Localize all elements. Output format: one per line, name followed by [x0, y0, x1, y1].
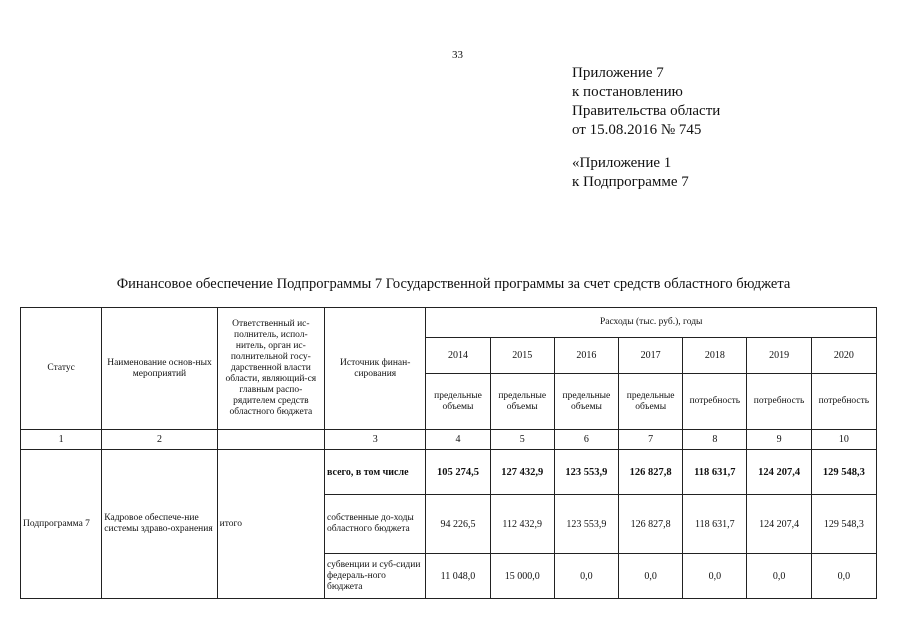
year-type-cell: потребность — [747, 374, 811, 430]
executor-cell: итого — [217, 450, 324, 599]
column-number: 9 — [747, 430, 811, 450]
source-cell: всего, в том числе — [325, 450, 426, 495]
year-type-cell: предельные объемы — [619, 374, 683, 430]
value-cell: 118 631,7 — [683, 450, 747, 495]
value-cell: 118 631,7 — [683, 495, 747, 554]
document-title: Финансовое обеспечение Подпрограммы 7 Государственной программы за счет средств областного бюджета — [116, 276, 791, 292]
column-number: 10 — [811, 430, 876, 450]
value-cell: 124 207,4 — [747, 495, 811, 554]
value-cell: 126 827,8 — [619, 450, 683, 495]
column-number: 4 — [426, 430, 490, 450]
header-expenses: Расходы (тыс. руб.), годы — [426, 308, 877, 338]
year-cell: 2020 — [811, 338, 876, 374]
year-type-cell: потребность — [811, 374, 876, 430]
page-number: 33 — [452, 49, 463, 61]
column-number: 1 — [21, 430, 102, 450]
value-cell: 11 048,0 — [426, 554, 490, 599]
value-cell: 129 548,3 — [811, 495, 876, 554]
year-cell: 2018 — [683, 338, 747, 374]
appendix-line: Правительства области — [572, 103, 721, 119]
value-cell: 123 553,9 — [554, 495, 618, 554]
source-cell: собственные до-ходы областного бюджета — [325, 495, 426, 554]
appendix-line: от 15.08.2016 № 745 — [572, 122, 702, 138]
value-cell: 0,0 — [619, 554, 683, 599]
column-number: 5 — [490, 430, 554, 450]
column-number — [217, 430, 324, 450]
value-cell: 105 274,5 — [426, 450, 490, 495]
header-executor: Ответственный ис-полнитель, испол-нитель, орган ис-полнительной госу-дарственной власти области, являющий-ся главным распо-рядителем средств областного бюджета — [217, 308, 324, 430]
year-type-cell: потребность — [683, 374, 747, 430]
source-cell: субвенции и суб-сидии федераль-ного бюджета — [325, 554, 426, 599]
table-row — [21, 450, 877, 495]
year-type-cell: предельные объемы — [490, 374, 554, 430]
value-cell: 94 226,5 — [426, 495, 490, 554]
header-row-1 — [21, 308, 877, 338]
year-type-cell: предельные объемы — [554, 374, 618, 430]
column-number: 7 — [619, 430, 683, 450]
column-number: 2 — [102, 430, 217, 450]
column-number: 6 — [554, 430, 618, 450]
year-cell: 2017 — [619, 338, 683, 374]
column-number: 3 — [325, 430, 426, 450]
appendix-line: «Приложение 1 — [572, 155, 672, 171]
value-cell: 0,0 — [747, 554, 811, 599]
value-cell: 0,0 — [554, 554, 618, 599]
year-cell: 2016 — [554, 338, 618, 374]
measure-cell: Кадровое обеспече-ние системы здраво-охранения — [102, 450, 217, 599]
appendix-header — [572, 64, 720, 140]
value-cell: 124 207,4 — [747, 450, 811, 495]
appendix-subheader — [572, 154, 689, 192]
value-cell: 123 553,9 — [554, 450, 618, 495]
value-cell: 0,0 — [683, 554, 747, 599]
column-number-row — [21, 430, 877, 450]
column-number: 8 — [683, 430, 747, 450]
value-cell: 0,0 — [811, 554, 876, 599]
header-status: Статус — [21, 308, 102, 430]
value-cell: 15 000,0 — [490, 554, 554, 599]
financing-table — [20, 307, 877, 599]
appendix-line: к Подпрограмме 7 — [572, 174, 689, 190]
value-cell: 129 548,3 — [811, 450, 876, 495]
year-type-cell: предельные объемы — [426, 374, 490, 430]
value-cell: 127 432,9 — [490, 450, 554, 495]
appendix-line: Приложение 7 — [572, 65, 664, 81]
appendix-line: к постановлению — [572, 84, 683, 100]
header-measures: Наименование основ-ных мероприятий — [102, 308, 217, 430]
status-cell: Подпрограмма 7 — [21, 450, 102, 599]
value-cell: 112 432,9 — [490, 495, 554, 554]
value-cell: 126 827,8 — [619, 495, 683, 554]
year-cell: 2015 — [490, 338, 554, 374]
year-cell: 2019 — [747, 338, 811, 374]
year-cell: 2014 — [426, 338, 490, 374]
header-source: Источник финан-сирования — [325, 308, 426, 430]
